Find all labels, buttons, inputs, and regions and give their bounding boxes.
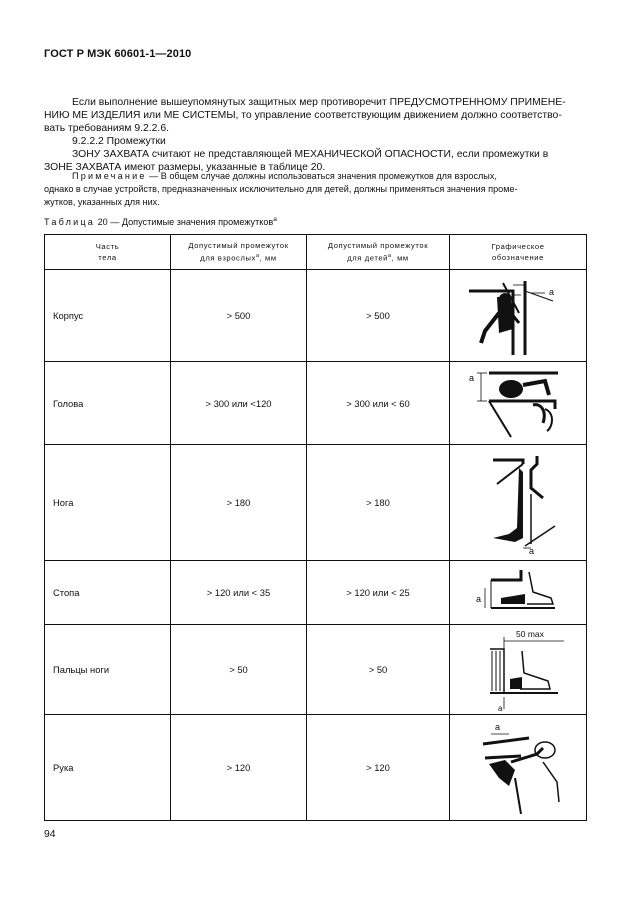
table-row bbox=[45, 561, 587, 625]
cell-graphic bbox=[450, 561, 587, 625]
toes-gap-icon bbox=[460, 627, 576, 713]
header-graphic bbox=[450, 235, 587, 270]
cell-part: Корпус bbox=[45, 270, 171, 362]
gap-label: a bbox=[469, 373, 475, 383]
cell-part: Пальцы ноги bbox=[45, 625, 171, 715]
gap-label: a bbox=[476, 593, 482, 604]
cell-part: Стопа bbox=[45, 561, 171, 625]
header-child bbox=[307, 235, 450, 270]
gap-label: a bbox=[549, 286, 555, 297]
cell-child: > 180 bbox=[307, 445, 450, 561]
table-row bbox=[45, 715, 587, 821]
gap-label: a bbox=[529, 545, 535, 556]
header-footnote: а bbox=[255, 253, 260, 260]
header-text: Допустимый промежуток bbox=[188, 241, 289, 251]
note-line: однако в случае устройств, предназначенных исключительно для детей, должны применяться значения проме- bbox=[44, 184, 518, 194]
table-row bbox=[45, 625, 587, 715]
note-line: жутков, указанных для них. bbox=[44, 197, 160, 207]
header-text: для детей bbox=[347, 253, 388, 263]
header-adult bbox=[171, 235, 307, 270]
cell-child: > 120 или < 25 bbox=[307, 561, 450, 625]
cell-part: Нога bbox=[45, 445, 171, 561]
cell-child: > 500 bbox=[307, 270, 450, 362]
note-line bbox=[44, 170, 586, 183]
cell-graphic bbox=[450, 445, 587, 561]
paragraph-line: НИЮ МЕ ИЗДЕЛИЯ или МЕ СИСТЕМЫ, то управление соответствующим движением должно соответство- bbox=[44, 110, 562, 121]
table-caption bbox=[44, 216, 277, 227]
header-unit: , мм bbox=[259, 253, 277, 263]
cell-adult: > 300 или <120 bbox=[171, 362, 307, 445]
note-text: — В общем случае должны использоваться значения промежутков для взрослых, bbox=[146, 171, 497, 181]
note-label: Примечание bbox=[72, 171, 147, 181]
caption-label: Таблица bbox=[44, 217, 96, 228]
paragraph-protective-measures bbox=[44, 96, 586, 174]
arm-gap-icon bbox=[463, 718, 573, 818]
note-block bbox=[44, 170, 586, 209]
cell-child: > 300 или < 60 bbox=[307, 362, 450, 445]
cell-adult: > 500 bbox=[171, 270, 307, 362]
table-row bbox=[45, 270, 587, 362]
cell-adult: > 50 bbox=[171, 625, 307, 715]
header-text: Графическое bbox=[491, 242, 545, 251]
header-text: Часть bbox=[95, 242, 120, 251]
gap-label: a bbox=[498, 703, 503, 713]
cell-adult: > 120 bbox=[171, 715, 307, 821]
caption-footnote: a bbox=[273, 216, 277, 223]
header-text: для взрослых bbox=[200, 253, 256, 263]
cell-graphic bbox=[450, 362, 587, 445]
paragraph-line: Если выполнение вышеупомянутых защитных мер противоречит ПРЕДУСМОТРЕННОМУ ПРИМЕНЕ- bbox=[72, 97, 566, 108]
page-header: ГОСТ Р МЭК 60601-1—2010 bbox=[44, 48, 192, 60]
body-gap-icon bbox=[463, 273, 573, 359]
table-header-row bbox=[45, 235, 587, 270]
header-text: Допустимый промежуток bbox=[327, 241, 429, 251]
cell-graphic bbox=[450, 270, 587, 362]
header-unit: , мм bbox=[391, 253, 409, 263]
header-text: обозначение bbox=[492, 253, 544, 262]
page-number: 94 bbox=[44, 829, 56, 840]
cell-adult: > 180 bbox=[171, 445, 307, 561]
paragraph-line: вать требованиям 9.2.2.6. bbox=[44, 123, 169, 134]
cell-part: Голова bbox=[45, 362, 171, 445]
cell-part: Рука bbox=[45, 715, 171, 821]
caption-text: 20 — Допустимые значения промежутков bbox=[95, 217, 274, 228]
section-heading: 9.2.2.2 Промежутки bbox=[72, 136, 166, 147]
gap-label: a bbox=[495, 721, 501, 732]
paragraph-line: ЗОНЕ ЗАХВАТА имеют размеры, указанные в таблице 20. bbox=[44, 162, 326, 173]
max-label: 50 max bbox=[516, 628, 544, 639]
cell-graphic bbox=[450, 625, 587, 715]
table-row bbox=[45, 362, 587, 445]
paragraph-line: ЗОНУ ЗАХВАТА считают не представляющей МЕХАНИЧЕСКОЙ ОПАСНОСТИ, если промежутки в bbox=[72, 149, 549, 160]
foot-gap-icon bbox=[463, 564, 573, 622]
leg-gap-icon bbox=[463, 448, 573, 558]
gaps-table bbox=[44, 234, 587, 821]
cell-child: > 50 bbox=[307, 625, 450, 715]
table-row bbox=[45, 445, 587, 561]
cell-child: > 120 bbox=[307, 715, 450, 821]
header-part bbox=[45, 235, 171, 270]
cell-graphic bbox=[450, 715, 587, 821]
header-text: тела bbox=[98, 253, 117, 262]
head-gap-icon bbox=[463, 365, 573, 441]
header-footnote: а bbox=[388, 253, 392, 260]
cell-adult: > 120 или < 35 bbox=[171, 561, 307, 625]
